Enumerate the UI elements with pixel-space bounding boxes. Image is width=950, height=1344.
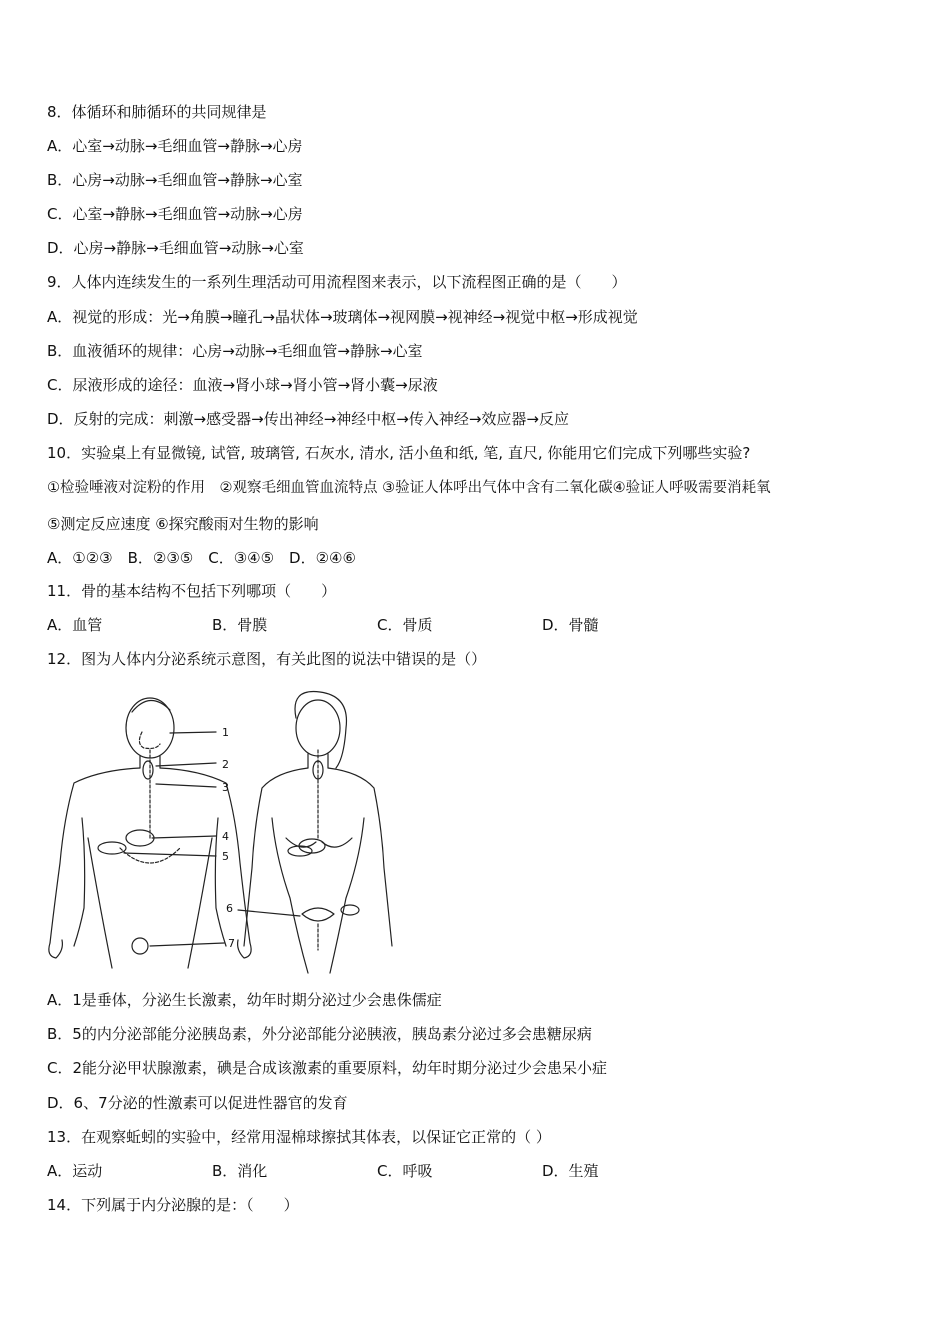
q12-option-c: C．2能分泌甲状腺激素，碘是合成该激素的重要原料，幼年时期分泌过少会患呆小症 (47, 1059, 608, 1077)
diagram-label-7: 7 (228, 937, 235, 950)
q10-experiments-line2: ⑤测定反应速度 ⑥探究酸雨对生物的影响 (47, 515, 319, 533)
q10-stem: 10．实验桌上有显微镜, 试管, 玻璃管, 石灰水, 清水, 活小鱼和纸, 笔, 直尺, 你能用它们完成下列哪些实验? (47, 444, 751, 462)
q9-option-d: D．反射的完成：刺激→感受器→传出神经→神经中枢→传入神经→效应器→反应 (47, 410, 569, 428)
diagram-label-2: 2 (222, 758, 229, 771)
diagram-label-6: 6 (226, 902, 233, 915)
q13-option-c: C．呼吸 (377, 1162, 433, 1180)
q9-option-b: B．血液循环的规律：心房→动脉→毛细血管→静脉→心室 (47, 342, 423, 360)
q14-stem: 14．下列属于内分泌腺的是：（ ） (47, 1196, 299, 1214)
q13-option-b: B．消化 (212, 1162, 268, 1180)
q8-option-a: A．心室→动脉→毛细血管→静脉→心房 (47, 137, 303, 155)
female-figure (244, 692, 392, 973)
q9-option-a: A．视觉的形成：光→角膜→瞳孔→晶状体→玻璃体→视网膜→视神经→视觉中枢→形成视觉 (47, 308, 638, 326)
q12-stem: 12．图为人体内分泌系统示意图，有关此图的说法中错误的是（） (47, 650, 487, 668)
male-figure (49, 698, 251, 968)
q11-option-b: B．骨膜 (212, 616, 268, 634)
q11-option-c: C．骨质 (377, 616, 433, 634)
q12-option-a: A．1是垂体，分泌生长激素，幼年时期分泌过少会患侏儒症 (47, 991, 442, 1009)
q11-option-a: A．血管 (47, 616, 103, 634)
endocrine-system-diagram (40, 688, 420, 978)
q13-option-a: A．运动 (47, 1162, 103, 1180)
q8-option-d: D．心房→静脉→毛细血管→动脉→心室 (47, 239, 304, 257)
q10-experiments-line1: ①检验唾液对淀粉的作用 ②观察毛细血管血流特点 ③验证人体呼出气体中含有二氧化碳④验证人呼吸需要消耗氧 (47, 480, 771, 496)
diagram-label-1: 1 (222, 726, 229, 739)
diagram-label-5: 5 (222, 850, 229, 863)
q9-option-c: C．尿液形成的途径：血液→肾小球→肾小管→肾小囊→尿液 (47, 376, 438, 394)
q11-option-d: D．骨髓 (542, 616, 599, 634)
q8-stem: 8．体循环和肺循环的共同规律是 (47, 103, 267, 121)
q8-option-c: C．心室→静脉→毛细血管→动脉→心房 (47, 205, 303, 223)
diagram-label-4: 4 (222, 830, 229, 843)
q12-option-d: D．6、7分泌的性激素可以促进性器官的发育 (47, 1094, 348, 1112)
q13-stem: 13．在观察蚯蚓的实验中，经常用湿棉球擦拭其体表，以保证它正常的（ ） (47, 1128, 551, 1146)
q11-stem: 11．骨的基本结构不包括下列哪项（ ） (47, 582, 337, 600)
q10-options: A．①②③ B．②③⑤ C．③④⑤ D．②④⑥ (47, 549, 356, 567)
q13-option-d: D．生殖 (542, 1162, 599, 1180)
q12-option-b: B．5的内分泌部能分泌胰岛素，外分泌部能分泌胰液，胰岛素分泌过多会患糖尿病 (47, 1025, 592, 1043)
q9-stem: 9．人体内连续发生的一系列生理活动可用流程图来表示，以下流程图正确的是（ ） (47, 273, 627, 291)
diagram-label-3: 3 (222, 781, 229, 794)
q8-option-b: B．心房→动脉→毛细血管→静脉→心室 (47, 171, 303, 189)
